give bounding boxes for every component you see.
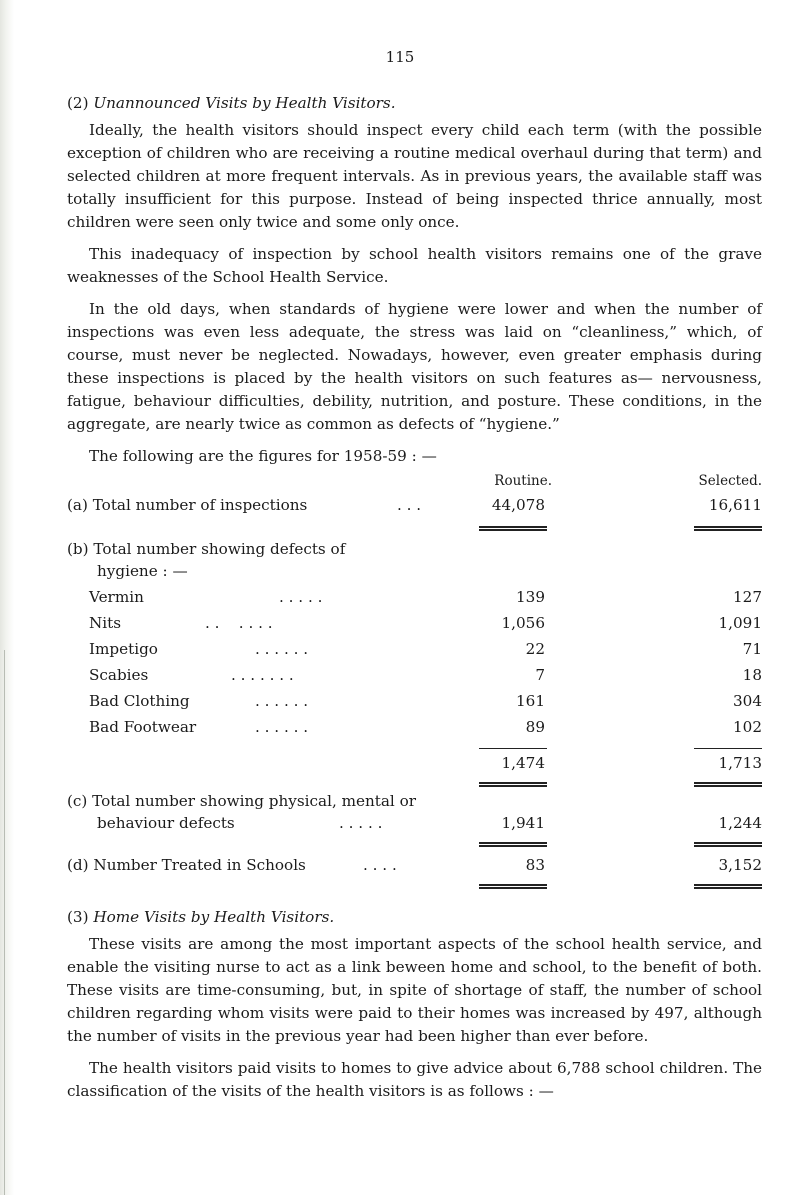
rule-routine-bottom (479, 887, 547, 889)
rule-routine-top (479, 526, 547, 528)
section-2-heading (67, 92, 762, 115)
section-2-paragraph-2: This inadequacy of inspection by school health visitors remains one of the grave weaknesses of the School Health Service. (67, 245, 762, 286)
section-3-paragraph-1: These visits are among the most important aspects of the school health service, and enable the visiting nurse to act as a link beween home and school, to the benefit of both. These visits are time-consuming, but, in spite of shortage of staff, the number of school children regarding whom visits were paid to their homes was increased by 497, although the number of visits in the previous year had been higher than ever before. (67, 935, 762, 1045)
row-label: (b) Total number showing defects of (67, 540, 346, 558)
double-rule (67, 526, 762, 530)
rule-routine-bottom (479, 529, 547, 531)
value-selected: 16,611 (708, 496, 762, 514)
leader-dots: . . . . . . (255, 640, 309, 658)
value-selected: 3,152 (718, 856, 762, 874)
table-row-vermin (67, 584, 762, 610)
scan-margin-line (4, 650, 5, 1195)
value-selected: 1,244 (718, 814, 762, 832)
rule-selected-top (694, 526, 762, 528)
value-selected: 304 (733, 692, 762, 710)
table-row-bad-clothing (67, 688, 762, 714)
table-row-bad-footwear (67, 714, 762, 740)
table-row-impetigo (67, 636, 762, 662)
row-label: hygiene : — (97, 562, 188, 580)
value-selected: 18 (742, 666, 762, 684)
rule-selected-top (694, 842, 762, 844)
rule-selected-bottom (694, 529, 762, 531)
table-row-defects-total (67, 750, 762, 776)
rule-selected-top (694, 884, 762, 886)
row-label: Bad Clothing (89, 692, 190, 710)
page-content (67, 92, 762, 1112)
section-2-paragraph-1: Ideally, the health visitors should inspect every child each term (with the possible exception of children who are receiving a routine medical overhaul during that term) and selected children at more frequent intervals. As in previous years, the available staff was totally insufficient for this purpose. Instead of being inspected thrice annually, most children were seen only twice and some only once. (67, 121, 762, 231)
double-rule (67, 884, 762, 888)
row-label: Impetigo (89, 640, 158, 658)
leader-dots: . . . . . . (205, 614, 273, 632)
value-selected: 1,713 (718, 754, 762, 772)
section-3-heading (67, 906, 762, 929)
table-column-headers (67, 470, 762, 492)
rule-selected-bottom (694, 785, 762, 787)
scan-edge-shadow (0, 0, 14, 1195)
value-routine: 89 (525, 718, 545, 736)
value-selected: 102 (733, 718, 762, 736)
double-rule (67, 842, 762, 846)
row-label: behaviour defects (97, 814, 235, 832)
leader-dots: . . . . . . . (231, 666, 294, 684)
rule-routine (479, 748, 547, 749)
value-routine: 1,941 (501, 814, 545, 832)
leader-dots: . . . . . . (255, 718, 309, 736)
table-row-physical-defects (67, 810, 762, 836)
table-row-nits (67, 610, 762, 636)
table-row-treated-in-schools (67, 852, 762, 878)
table-intro: The following are the figures for 1958-59 : — (89, 447, 437, 465)
rule-routine-top (479, 782, 547, 784)
section-2-paragraph-3: In the old days, when standards of hygiene were lower and when the number of inspections was even less adequate, the stress was laid on “cleanliness,” which, of course, must never be neglected. Nowadays, however, even greater emphasis during these inspections is placed by the health visitors on such features as— nervousness, fatigue, behaviour difficulties, debility, nutrition, and posture. These conditions, in the aggregate, are nearly twice as common as defects of “hygiene.” (67, 300, 762, 433)
section-3-title: Home Visits by Health Visitors. (93, 908, 335, 926)
rule-selected-bottom (694, 845, 762, 847)
rule-selected (694, 748, 762, 749)
value-selected: 127 (733, 588, 762, 606)
row-label: Scabies (89, 666, 149, 684)
hygiene-statistics-table (67, 470, 762, 888)
section-2-title: Unannounced Visits by Health Visitors. (93, 94, 396, 112)
value-routine: 161 (516, 692, 545, 710)
rule-routine-bottom (479, 845, 547, 847)
leader-dots: . . . (397, 496, 422, 514)
rule-routine-bottom (479, 785, 547, 787)
row-label: Vermin (89, 588, 144, 606)
rule-routine-top (479, 842, 547, 844)
leader-dots: . . . . (363, 856, 397, 874)
rule-selected-top (694, 782, 762, 784)
value-routine: 1,474 (501, 754, 545, 772)
section-2-number: (2) (67, 94, 89, 112)
value-routine: 1,056 (501, 614, 545, 632)
value-routine: 139 (516, 588, 545, 606)
value-routine: 22 (525, 640, 545, 658)
section-3-number: (3) (67, 908, 89, 926)
value-selected: 1,091 (718, 614, 762, 632)
column-header-routine: Routine. (494, 473, 552, 489)
value-routine: 83 (525, 856, 545, 874)
table-row-total-inspections (67, 492, 762, 518)
row-label: Nits (89, 614, 122, 632)
row-label: Bad Footwear (89, 718, 197, 736)
table-row-b-heading-cont (67, 558, 762, 584)
column-header-selected: Selected. (698, 473, 762, 489)
rule-selected-bottom (694, 887, 762, 889)
row-label: (c) Total number showing physical, mental or (67, 792, 417, 810)
rule-routine-top (479, 884, 547, 886)
row-label: (a) Total number of inspections (67, 496, 308, 514)
double-rule (67, 782, 762, 786)
page-number: 115 (385, 48, 415, 66)
value-routine: 44,078 (491, 496, 545, 514)
value-routine: 7 (535, 666, 545, 684)
leader-dots: . . . . . (339, 814, 383, 832)
value-selected: 71 (742, 640, 762, 658)
leader-dots: . . . . . (279, 588, 323, 606)
section-3-paragraph-2: The health visitors paid visits to homes to give advice about 6,788 school children. The classification of the visits of the health visitors is as follows : — (67, 1059, 762, 1100)
row-label: (d) Number Treated in Schools (67, 856, 306, 874)
leader-dots: . . . . . . (255, 692, 309, 710)
table-row-scabies (67, 662, 762, 688)
